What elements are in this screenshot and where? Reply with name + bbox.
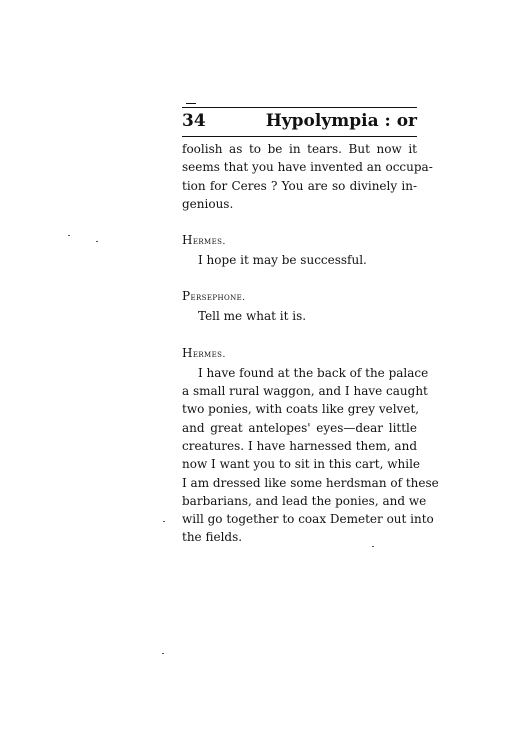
top-rule: [182, 107, 417, 108]
text-line: and great antelopes' eyes—dear little: [182, 420, 417, 435]
text-line: I am dressed like some herdsman of these: [182, 475, 439, 490]
page-header: [182, 109, 417, 135]
paragraph-continued: [182, 140, 433, 213]
speaker-name: Hermes.: [182, 345, 226, 360]
text-line: Tell me what it is.: [198, 309, 307, 324]
speech: [182, 364, 439, 547]
speech: [182, 307, 417, 325]
speech: [182, 251, 417, 269]
text-line: tion for Ceres ? You are so divinely in-: [182, 178, 417, 193]
running-title: Hypolympia : or: [265, 111, 417, 131]
text-line: foolish as to be in tears. But now it: [182, 142, 417, 156]
text-line: now I want you to sit in this cart, while: [182, 457, 421, 472]
top-rule-tick: [186, 103, 196, 104]
text-line: I have found at the back of the palace: [198, 365, 429, 380]
text-line: seems that you have invented an occupa-: [182, 160, 433, 175]
body-text: [182, 140, 439, 547]
scan-speck: [372, 546, 374, 547]
text-line: will go together to coax Demeter out into: [182, 512, 434, 527]
text-line: the fields.: [182, 530, 243, 545]
header-rule: [182, 136, 417, 137]
scan-speck: [163, 521, 165, 522]
text-line: barbarians, and lead the ponies, and we: [182, 493, 427, 508]
text-line: I hope it may be successful.: [198, 253, 367, 268]
scan-speck: [68, 235, 70, 236]
scan-speck: [96, 241, 98, 242]
speaker-name: Hermes.: [182, 233, 226, 248]
text-line: a small rural waggon, and I have caught: [182, 384, 428, 399]
text-line: creatures. I have harnessed them, and: [182, 438, 417, 453]
speaker-name: Persephone.: [182, 289, 246, 304]
text-line: genious.: [182, 196, 234, 211]
scan-speck: [162, 653, 164, 654]
page-number: 34: [182, 111, 206, 131]
text-line: two ponies, with coats like grey velvet,: [182, 402, 420, 417]
